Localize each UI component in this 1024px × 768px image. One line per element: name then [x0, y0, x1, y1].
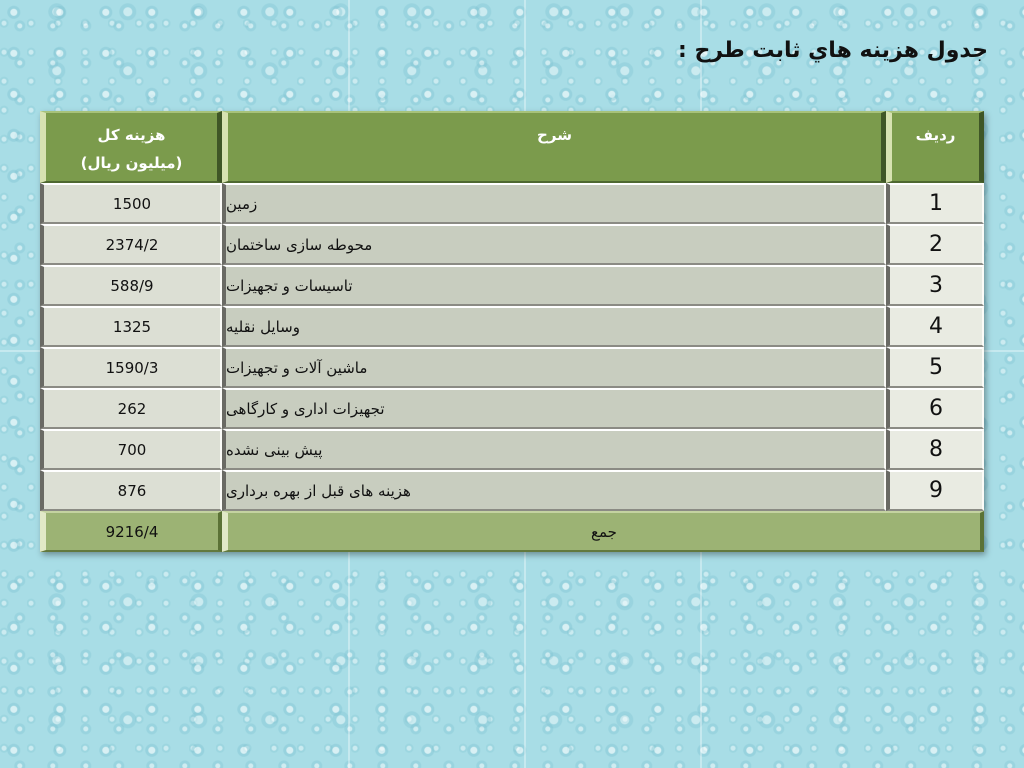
cost-cell: 1325 — [40, 306, 222, 347]
description-cell: هزینه های قبل از بهره برداری — [222, 470, 886, 511]
fixed-costs-table — [40, 111, 984, 552]
total-cost-cell: 9216/4 — [40, 511, 222, 552]
description-cell: تاسیسات و تجهیزات — [222, 265, 886, 306]
index-cell: 5 — [886, 347, 984, 388]
header-index: ردیف — [886, 111, 984, 183]
cost-cell: 1500 — [40, 183, 222, 224]
index-cell: 1 — [886, 183, 984, 224]
cost-cell: 700 — [40, 429, 222, 470]
header-cost-unit: (میلیون ریال) — [80, 154, 183, 172]
total-label-cell: جمع — [222, 511, 984, 552]
cost-cell: 2374/2 — [40, 224, 222, 265]
description-cell: ماشین آلات و تجهیزات — [222, 347, 886, 388]
cost-cell: 876 — [40, 470, 222, 511]
slide-title: جدول هزينه هاي ثابت طرح : — [678, 38, 988, 63]
index-cell: 6 — [886, 388, 984, 429]
description-cell: زمین — [222, 183, 886, 224]
description-cell: محوطه سازی ساختمان — [222, 224, 886, 265]
index-cell: 4 — [886, 306, 984, 347]
description-cell: تجهیزات اداری و کارگاهی — [222, 388, 886, 429]
header-cost-label: هزینه کل — [97, 126, 166, 144]
header-description: شرح — [222, 111, 886, 183]
description-cell: پیش بینی نشده — [222, 429, 886, 470]
index-cell: 8 — [886, 429, 984, 470]
cost-cell: 588/9 — [40, 265, 222, 306]
cost-cell: 1590/3 — [40, 347, 222, 388]
index-cell: 3 — [886, 265, 984, 306]
cost-cell: 262 — [40, 388, 222, 429]
header-cost — [40, 111, 222, 183]
index-cell: 2 — [886, 224, 984, 265]
index-cell: 9 — [886, 470, 984, 511]
description-cell: وسایل نقلیه — [222, 306, 886, 347]
